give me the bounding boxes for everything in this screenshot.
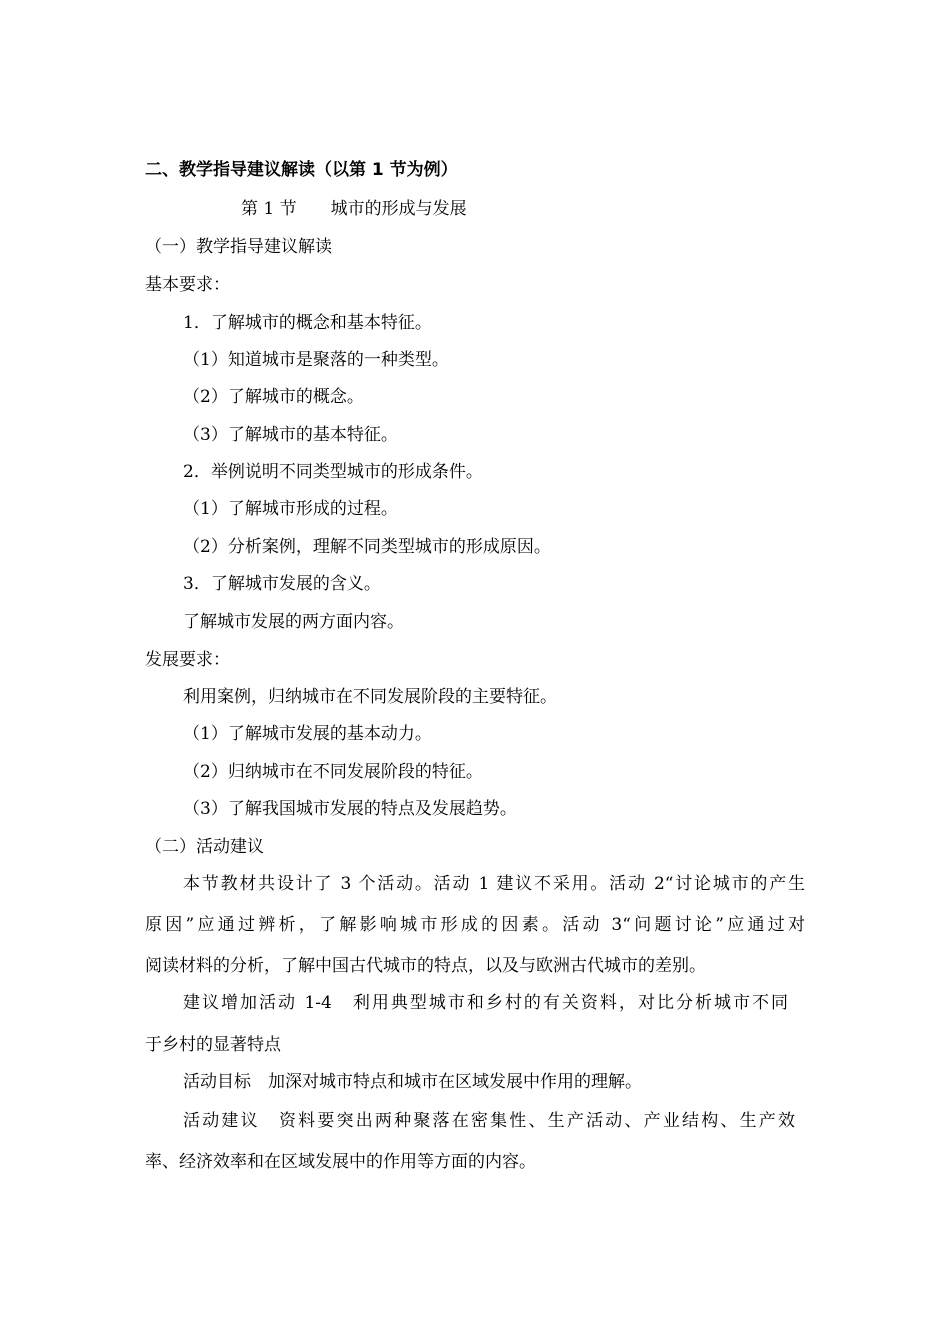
basic-item: （1）了解城市形成的过程。	[183, 499, 398, 519]
development-item: 利用案例，归纳城市在不同发展阶段的主要特征。	[183, 687, 557, 707]
development-item: （3）了解我国城市发展的特点及发展趋势。	[183, 799, 517, 819]
activity-goal: 活动目标 加深对城市特点和城市在区域发展中作用的理解。	[183, 1072, 642, 1092]
document-heading: 二、教学指导建议解读（以第 1 节为例）	[145, 160, 458, 180]
basic-item: （1）知道城市是聚落的一种类型。	[183, 350, 449, 370]
added-activity-line: 建议增加活动 1-4 利用典型城市和乡村的有关资料，对比分析城市不同	[183, 993, 788, 1013]
section-title: 第 1 节 城市的形成与发展	[241, 199, 467, 219]
activity-paragraph-line: 原因”应通过辨析，了解影响城市形成的因素。活动 3“问题讨论”应通过对	[145, 915, 805, 935]
basic-item: （2）了解城市的概念。	[183, 387, 364, 407]
activity-paragraph-line: 阅读材料的分析，了解中国古代城市的特点，以及与欧洲古代城市的差别。	[145, 956, 706, 976]
part2-title: （二）活动建议	[145, 837, 264, 857]
added-activity-line: 于乡村的显著特点	[145, 1035, 281, 1055]
basic-item: 2．举例说明不同类型城市的形成条件。	[183, 462, 483, 482]
activity-paragraph-line: 本节教材共设计了 3 个活动。活动 1 建议不采用。活动 2“讨论城市的产生	[183, 874, 805, 894]
part1-title: （一）教学指导建议解读	[145, 237, 332, 257]
development-item: （1）了解城市发展的基本动力。	[183, 724, 432, 744]
basic-item: （3）了解城市的基本特征。	[183, 425, 398, 445]
basic-requirements-label: 基本要求：	[145, 275, 230, 295]
basic-item: （2）分析案例，理解不同类型城市的形成原因。	[183, 537, 551, 557]
basic-item: 1．了解城市的概念和基本特征。	[183, 313, 432, 333]
basic-item: 了解城市发展的两方面内容。	[183, 612, 404, 632]
development-requirements-label: 发展要求：	[145, 650, 230, 670]
activity-suggestion-line: 率、经济效率和在区域发展中的作用等方面的内容。	[145, 1152, 536, 1172]
development-item: （2）归纳城市在不同发展阶段的特征。	[183, 762, 483, 782]
basic-item: 3．了解城市发展的含义。	[183, 574, 381, 594]
activity-suggestion-line: 活动建议 资料要突出两种聚落在密集性、生产活动、产业结构、生产效	[183, 1111, 795, 1131]
